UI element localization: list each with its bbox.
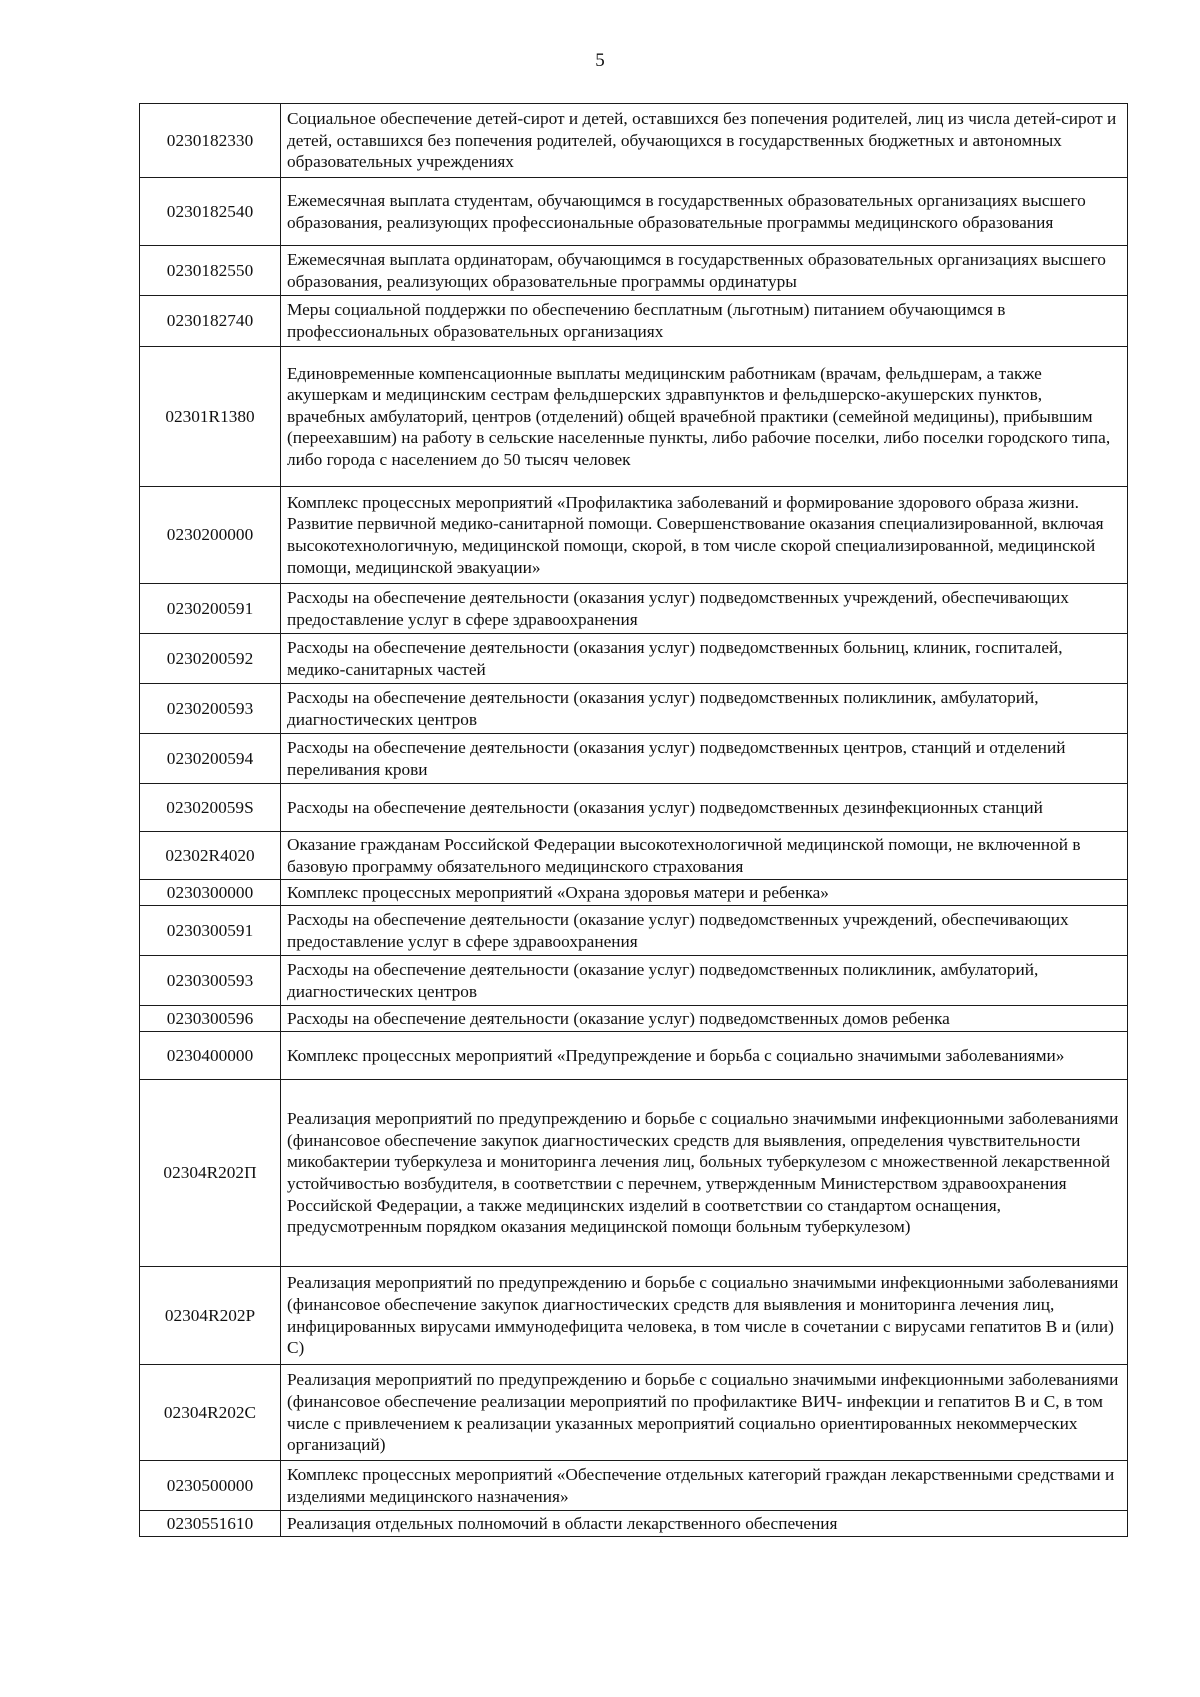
table-row [140,906,1128,956]
row-description: Комплекс процессных мероприятий «Профилактика заболеваний и формирование здорового образа жизни. Развитие первичной медико-санитарной помощи. Совершенствование оказания специализированной, включая высокотехнологичную, медицинской помощи, скорой, в том числе скорой специализированной, медицинской помощи, медицинской эвакуации» [281,487,1128,584]
row-description: Комплекс процессных мероприятий «Охрана здоровья матери и ребенка» [281,880,1128,906]
row-code: 023020059S [140,784,281,832]
table-row [140,880,1128,906]
row-code: 0230300000 [140,880,281,906]
row-description: Реализация мероприятий по предупреждению и борьбе с социально значимыми инфекционными заболеваниями (финансовое обеспечение закупок диагностических средств для выявления, определения чувствительности микобактерии туберкулеза и мониторинга лечения лиц, больных туберкулезом с множественной лекарственной устойчивостью возбудителя, в соответствии с перечнем, утвержденным Министерством здравоохранения Российской Федерации, а также медицинских изделий в соответствии со стандартом оснащения, предусмотренным порядком оказания медицинской помощи больным туберкулезом) [281,1080,1128,1267]
row-description: Комплекс процессных мероприятий «Предупреждение и борьба с социально значимыми заболеваниями» [281,1032,1128,1080]
row-description: Расходы на обеспечение деятельности (оказания услуг) подведомственных дезинфекционных станций [281,784,1128,832]
row-code: 0230200592 [140,634,281,684]
row-description: Расходы на обеспечение деятельности (оказание услуг) подведомственных домов ребенка [281,1006,1128,1032]
row-description: Расходы на обеспечение деятельности (оказание услуг) подведомственных поликлиник, амбулаторий, диагностических центров [281,956,1128,1006]
row-code: 0230182740 [140,296,281,347]
row-code: 0230182330 [140,104,281,178]
table-row [140,296,1128,347]
table-row [140,1267,1128,1365]
row-code: 0230200000 [140,487,281,584]
row-code: 0230200591 [140,584,281,634]
row-description: Ежемесячная выплата студентам, обучающимся в государственных образовательных организациях высшего образования, реализующих профессиональные образовательные программы медицинского образования [281,178,1128,246]
table-row [140,487,1128,584]
table-row [140,178,1128,246]
row-description: Расходы на обеспечение деятельности (оказания услуг) подведомственных больниц, клиник, госпиталей, медико-санитарных частей [281,634,1128,684]
row-description: Расходы на обеспечение деятельности (оказание услуг) подведомственных учреждений, обеспечивающих предоставление услуг в сфере здравоохранения [281,906,1128,956]
table-row [140,246,1128,296]
table-row [140,784,1128,832]
table-row [140,347,1128,487]
table-row [140,684,1128,734]
table-row [140,634,1128,684]
row-code: 02302R4020 [140,832,281,880]
row-code: 02301R1380 [140,347,281,487]
row-description: Расходы на обеспечение деятельности (оказания услуг) подведомственных учреждений, обеспечивающих предоставление услуг в сфере здравоохранения [281,584,1128,634]
row-code: 0230500000 [140,1461,281,1511]
row-description: Расходы на обеспечение деятельности (оказания услуг) подведомственных центров, станций и отделений переливания крови [281,734,1128,784]
row-code: 0230551610 [140,1511,281,1537]
table-row [140,1511,1128,1537]
row-code: 0230182540 [140,178,281,246]
table-row [140,1032,1128,1080]
table-row [140,956,1128,1006]
row-code: 0230182550 [140,246,281,296]
row-description: Комплекс процессных мероприятий «Обеспечение отдельных категорий граждан лекарственными средствами и изделиями медицинского назначения» [281,1461,1128,1511]
budget-classification-table [139,103,1128,1537]
page-number: 5 [595,50,605,71]
row-code: 0230300593 [140,956,281,1006]
row-description: Расходы на обеспечение деятельности (оказания услуг) подведомственных поликлиник, амбулаторий, диагностических центров [281,684,1128,734]
row-code: 0230200593 [140,684,281,734]
table-row [140,1080,1128,1267]
row-code: 0230400000 [140,1032,281,1080]
row-code: 02304R202Р [140,1267,281,1365]
row-description: Оказание гражданам Российской Федерации высокотехнологичной медицинской помощи, не включенной в базовую программу обязательного медицинского страхования [281,832,1128,880]
row-code: 0230200594 [140,734,281,784]
row-description: Меры социальной поддержки по обеспечению бесплатным (льготным) питанием обучающимся в профессиональных образовательных организациях [281,296,1128,347]
table-row [140,1365,1128,1461]
row-description: Единовременные компенсационные выплаты медицинским работникам (врачам, фельдшерам, а также акушеркам и медицинским сестрам фельдшерских здравпунктов и фельдшерско-акушерских пунктов, врачебных амбулаторий, центров (отделений) общей врачебной практики (семейной медицины), прибывшим (переехавшим) на работу в сельские населенные пункты, либо рабочие поселки, либо поселки городского типа, либо города с населением до 50 тысяч человек [281,347,1128,487]
table-body [140,104,1128,1537]
row-description: Реализация мероприятий по предупреждению и борьбе с социально значимыми инфекционными заболеваниями (финансовое обеспечение реализации мероприятий по профилактике ВИЧ- инфекции и гепатитов В и С, в том числе с привлечением к реализации указанных мероприятий социально ориентированных некоммерческих организаций) [281,1365,1128,1461]
table-row [140,734,1128,784]
row-description: Социальное обеспечение детей-сирот и детей, оставшихся без попечения родителей, лиц из числа детей-сирот и детей, оставшихся без попечения родителей, обучающихся в государственных бюджетных и автономных образовательных учреждениях [281,104,1128,178]
table-row [140,1461,1128,1511]
table-row [140,584,1128,634]
row-description: Реализация мероприятий по предупреждению и борьбе с социально значимыми инфекционными заболеваниями (финансовое обеспечение закупок диагностических средств для выявления и мониторинга лечения лиц, инфицированных вирусами иммунодефицита человека, в том числе в сочетании с вирусами гепатитов В и (или) С) [281,1267,1128,1365]
table-row [140,104,1128,178]
row-description: Реализация отдельных полномочий в области лекарственного обеспечения [281,1511,1128,1537]
row-code: 0230300591 [140,906,281,956]
row-code: 02304R202С [140,1365,281,1461]
row-code: 02304R202П [140,1080,281,1267]
table-row [140,832,1128,880]
table-row [140,1006,1128,1032]
row-code: 0230300596 [140,1006,281,1032]
row-description: Ежемесячная выплата ординаторам, обучающимся в государственных образовательных организациях высшего образования, реализующих образовательные программы ординатуры [281,246,1128,296]
